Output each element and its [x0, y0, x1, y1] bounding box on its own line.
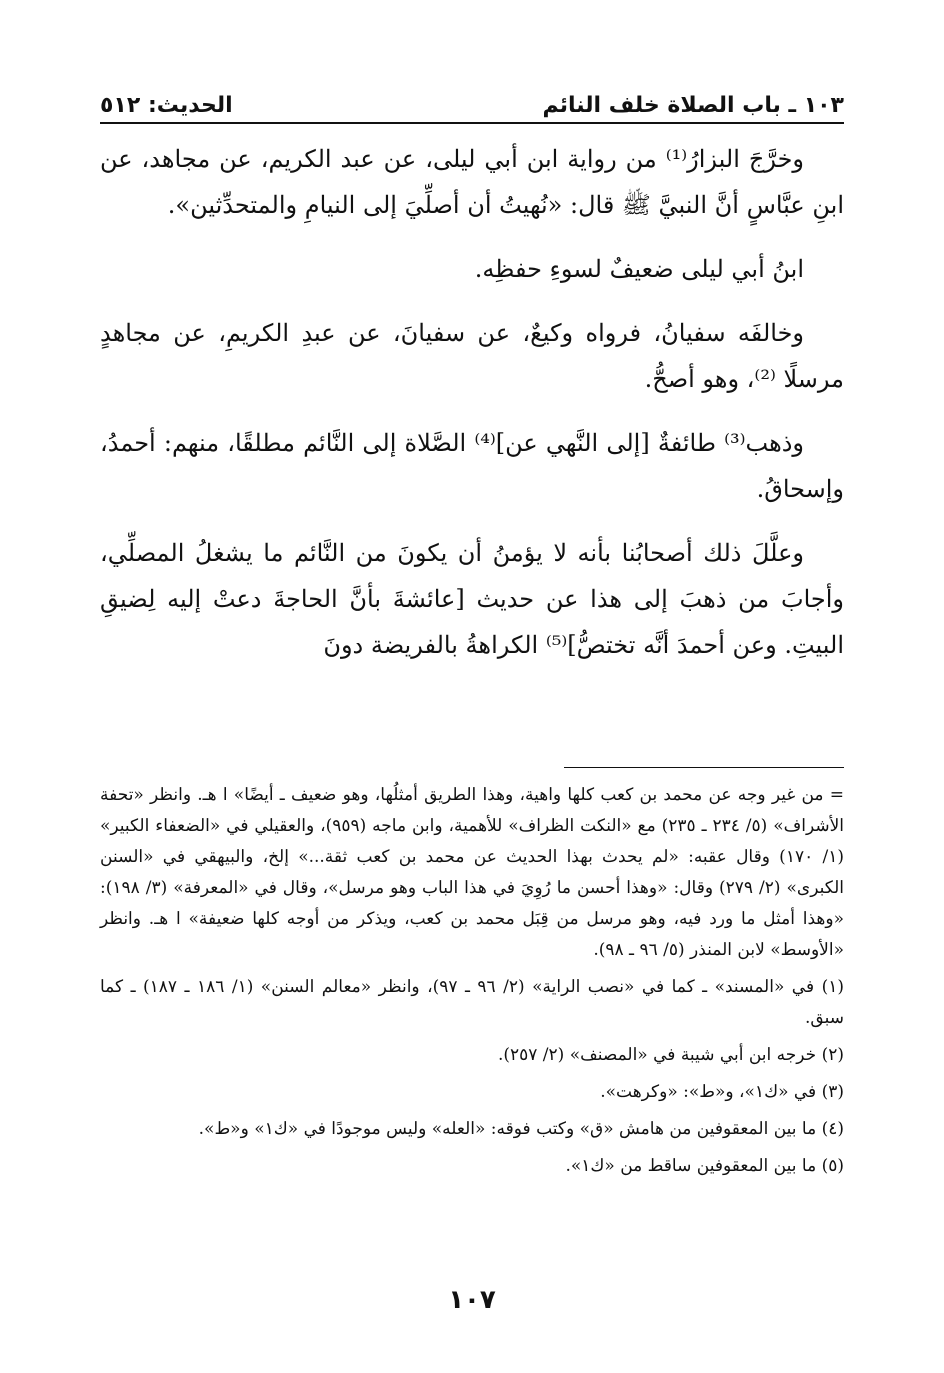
- footnote: (٤) ما بين المعقوفين من هامش «ق» وكتب فوقه: «العله» وليس موجودًا في «ك١» و«ط».: [198, 1119, 844, 1139]
- footnote-divider: [564, 767, 844, 768]
- paragraph: ابنُ أبي ليلى ضعيفٌ لسوءِ حفظِه.: [474, 255, 804, 283]
- paragraph: وخرَّجَ البزارُ⁽¹⁾ من رواية ابن أبي ليلى، عن عبد الكريم، عن مجاهد، عن ابنِ عبَّاسٍ أنَّ النبيَّ ﷺ قال: «نُهيتُ أن أصلِّيَ إلى النيامِ والمتحدِّثين».: [100, 145, 844, 219]
- page-number: ١٠٧: [448, 1285, 496, 1315]
- hadith-number: الحديث: ٥١٢: [100, 93, 233, 118]
- paragraph: وذهب⁽³⁾ طائفةٌ [إلى النَّهي عن]⁽⁴⁾ الصَّلاة إلى النَّائم مطلقًا، منهم: أحمدُ، وإسحاقُ.: [100, 429, 844, 503]
- footnote: (٣) في «ك١»، و«ط»: «وكرهت».: [600, 1082, 844, 1102]
- header-divider: [100, 122, 844, 124]
- paragraph: وعلَّلَ ذلك أصحابُنا بأنه لا يؤمنُ أن يكونَ من النَّائم ما يشغلُ المصلِّي، وأجابَ من ذهبَ إلى هذا عن حديث [عائشةَ بأنَّ الحاجةَ دعتْ إليه لِضيقِ البيتِ. وعن أحمدَ أنَّه تختصُّ]⁽⁵⁾ الكراهةُ بالفريضة دونَ: [100, 539, 844, 659]
- footnote: (٢) خرجه ابن أبي شيبة في «المصنف» (٢/ ٢٥٧).: [497, 1045, 844, 1065]
- footnote: (٥) ما بين المعقوفين ساقط من «ك١».: [565, 1156, 844, 1176]
- running-header: [100, 78, 844, 118]
- footnotes: [100, 780, 844, 1188]
- footnote-continuation: = من غير وجه عن محمد بن كعب كلها واهية، وهذا الطريق أمثلُها، وهو ضعيف ـ أيضًا» ا هـ. وانظر «تحفة الأشراف» (٥/ ٢٣٤ ـ ٢٣٥) مع «النكت الظراف» للأهمية، وابن ماجه (٩٥٩)، والعقيلي في «الضعفاء الكبير» (١/ ١٧٠) وقال عقبه: «لم يحدث بهذا الحديث عن محمد بن كعب ثقة...» إلخ، والبيهقي في «السنن الكبرى» (٢/ ٢٧٩) وقال: «وهذا أحسن ما رُوِيَ في هذا الباب وهو مرسل»، وقال في «المعرفة» (٣/ ١٩٨): «وهذا أمثل ما ورد فيه، وهو مرسل من قِبَل محمد بن كعب، ويذكر من أوجه كلها ضعيفة» ا هـ. وانظر «الأوسط» لابن المنذر (٥/ ٩٦ ـ ٩٨).: [100, 785, 844, 960]
- paragraph: وخالفَه سفيانُ، فرواه وكيعٌ، عن سفيانَ، عن عبدِ الكريمِ، عن مجاهدٍ مرسلًا ⁽²⁾، وهو أصحُّ.: [100, 319, 844, 393]
- chapter-title: ١٠٣ ـ باب الصلاة خلف النائم: [542, 93, 844, 118]
- footnote: (١) في «المسند» ـ كما في «نصب الراية» (٢/ ٩٦ ـ ٩٧)، وانظر «معالم السنن» (١/ ١٨٦ ـ ١٨٧) ـ كما سبق.: [100, 977, 844, 1028]
- main-text: [100, 136, 844, 686]
